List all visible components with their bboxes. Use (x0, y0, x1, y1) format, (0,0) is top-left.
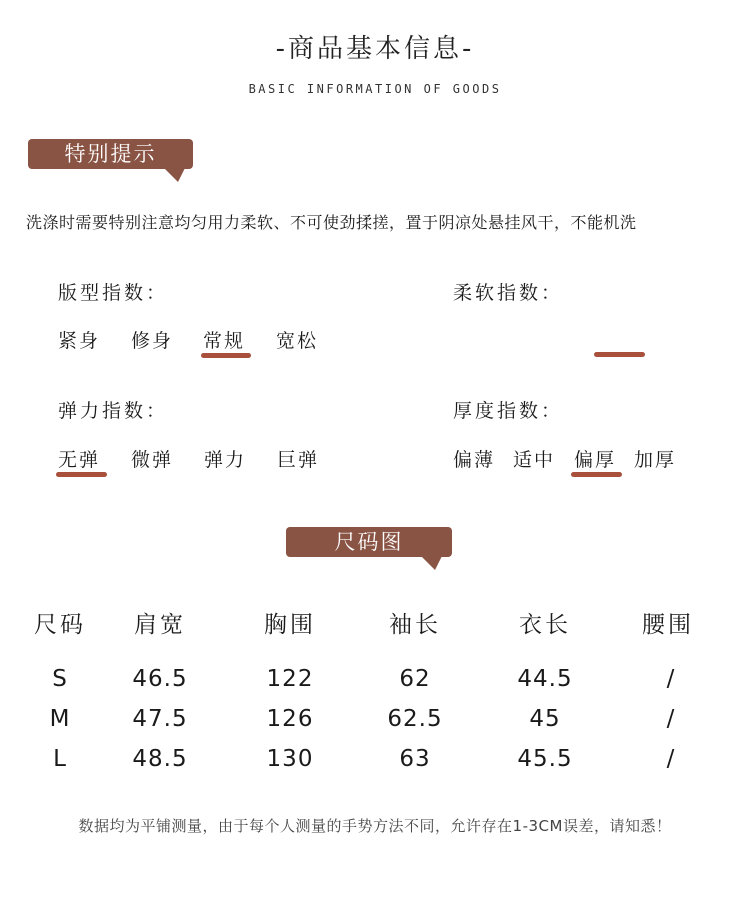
size-chart-tag: 尺码图 (286, 527, 452, 557)
table-cell: 45.5 (517, 746, 573, 772)
table-cell: 130 (266, 746, 314, 772)
table-cell: 45 (529, 706, 561, 732)
table-cell: / (666, 666, 676, 692)
table-cell: S (52, 666, 68, 692)
elasticity-option-none: 无弹 (58, 449, 101, 471)
thickness-option-extra-thick: 加厚 (634, 449, 677, 471)
fit-option-tight: 紧身 (58, 330, 101, 352)
table-header-length: 衣长 (519, 612, 571, 638)
thickness-option-thin: 偏薄 (453, 449, 496, 471)
table-cell: 62.5 (387, 706, 443, 732)
fit-selected-underline (201, 353, 251, 358)
table-cell: / (666, 746, 676, 772)
table-cell: L (53, 746, 67, 772)
table-cell: 126 (266, 706, 314, 732)
table-cell: 44.5 (517, 666, 573, 692)
table-header-size: 尺码 (34, 612, 86, 638)
measurement-footnote: 数据均为平铺测量，由于每个人测量的手势方法不同，允许存在1-3CM误差，请知悉！ (78, 817, 672, 835)
elasticity-option-super: 巨弹 (277, 449, 320, 471)
softness-selected-underline (594, 352, 645, 357)
table-header-sleeve: 袖长 (389, 612, 441, 638)
thickness-index-label: 厚度指数： (453, 400, 564, 422)
table-cell: 46.5 (132, 666, 188, 692)
thickness-selected-underline (571, 472, 622, 477)
fit-index-label: 版型指数： (58, 282, 169, 304)
special-notice-tag: 特别提示 (28, 139, 193, 169)
table-cell: 62 (399, 666, 431, 692)
fit-option-loose: 宽松 (276, 330, 319, 352)
table-cell: M (49, 706, 71, 732)
fit-option-slim: 修身 (131, 330, 174, 352)
elasticity-option-elastic: 弹力 (204, 449, 247, 471)
table-cell: 122 (266, 666, 314, 692)
table-cell: / (666, 706, 676, 732)
table-cell: 47.5 (132, 706, 188, 732)
size-tag-tail-decoration (419, 554, 443, 570)
table-header-chest: 胸围 (264, 612, 316, 638)
table-cell: 48.5 (132, 746, 188, 772)
table-cell: 63 (399, 746, 431, 772)
table-header-waist: 腰围 (642, 612, 694, 638)
care-instructions: 洗涤时需要特别注意均匀用力柔软、不可使劲揉搓，置于阴凉处悬挂风干，不能机洗 (26, 213, 637, 232)
softness-index-label: 柔软指数： (453, 282, 564, 304)
elasticity-selected-underline (56, 472, 107, 477)
tag-tail-decoration (162, 166, 186, 182)
page-title: -商品基本信息- (275, 34, 475, 64)
thickness-option-medium: 适中 (513, 449, 556, 471)
page-subtitle: BASIC INFORMATION OF GOODS (248, 82, 502, 96)
fit-option-regular: 常规 (203, 330, 246, 352)
thickness-option-thick: 偏厚 (574, 449, 617, 471)
elasticity-option-slight: 微弹 (131, 449, 174, 471)
table-header-shoulder: 肩宽 (134, 612, 186, 638)
elasticity-index-label: 弹力指数： (58, 400, 169, 422)
